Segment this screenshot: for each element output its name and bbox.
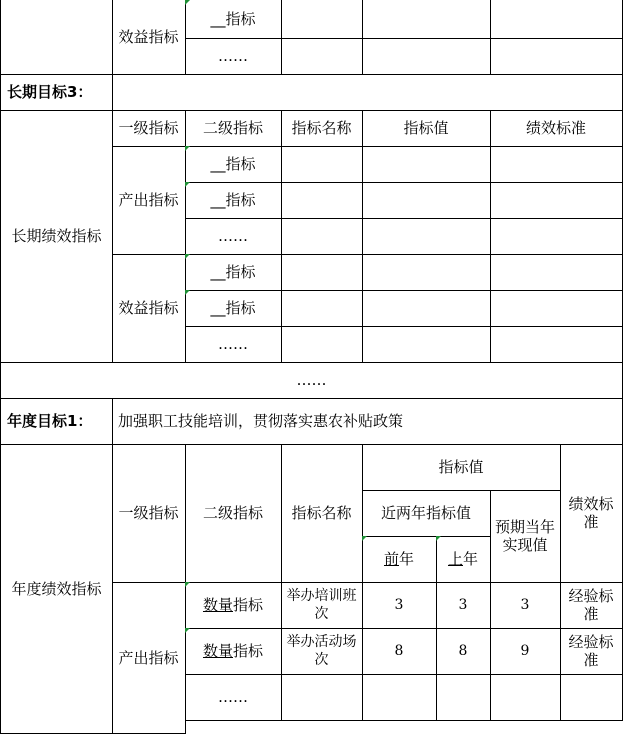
lt-output-row1-value	[362, 146, 491, 183]
lt-header-standard: 绩效标准	[490, 110, 623, 147]
lt-benefit-row3-value	[362, 326, 491, 363]
green-marker-icon	[185, 254, 190, 259]
green-marker-icon	[185, 628, 190, 633]
ellipsis-row: ……	[0, 362, 623, 399]
annual-goal-1-label: 年度目标1：	[0, 398, 113, 445]
an-header-recent-two: 近两年指标值	[362, 490, 491, 537]
green-marker-icon	[362, 536, 367, 541]
lt-header-level2: 二级指标	[185, 110, 282, 147]
top-row2-value	[362, 38, 491, 75]
lt-benefit-row1-standard	[490, 254, 623, 291]
an-header-level2: 二级指标	[185, 444, 282, 583]
lt-benefit-row2-name	[281, 290, 363, 327]
an-row1-last: 3	[436, 582, 491, 629]
lt-output-row3-standard	[490, 218, 623, 255]
an-row2-standard: 经验标准	[560, 628, 623, 675]
an-header-prev-year: 前 年	[362, 536, 437, 583]
lt-output-row2-standard	[490, 182, 623, 219]
lt-header-level1: 一级指标	[112, 110, 186, 147]
lt-output-row3-value	[362, 218, 491, 255]
lt-benefit-row1-name	[281, 254, 363, 291]
an-row1-l2: 数量 指标	[185, 582, 282, 629]
an-header-standard: 绩效标准	[560, 444, 623, 583]
lt-benefit-row2-value	[362, 290, 491, 327]
green-marker-icon	[185, 290, 190, 295]
an-row2-expected: 9	[490, 628, 561, 675]
green-marker-icon	[185, 582, 190, 587]
an-header-expected: 预期当年实现值	[490, 490, 561, 583]
lt-benefit-row3-name	[281, 326, 363, 363]
top-row1-l2: __指标	[185, 0, 282, 39]
an-row3-expected	[490, 674, 561, 721]
an-row1-expected: 3	[490, 582, 561, 629]
long-term-goal-3-content	[112, 74, 623, 111]
lt-output-row3-l2: ……	[185, 218, 282, 255]
an-header-name: 指标名称	[281, 444, 363, 583]
lt-header-name: 指标名称	[281, 110, 363, 147]
top-benefit-label: 效益指标	[112, 0, 186, 75]
an-row2-name: 举办活动场次	[281, 628, 363, 675]
an-header-value: 指标值	[362, 444, 561, 491]
annual-goal-1-content: 加强职工技能培训，贯彻落实惠农补贴政策	[112, 398, 623, 445]
an-header-last-year: 上 年	[436, 536, 491, 583]
top-row1-standard	[490, 0, 623, 39]
top-row2-standard	[490, 38, 623, 75]
an-row1-name: 举办培训班次	[281, 582, 363, 629]
an-row3-last	[436, 674, 491, 721]
lt-header-value: 指标值	[362, 110, 491, 147]
lt-benefit-row3-standard	[490, 326, 623, 363]
green-marker-icon	[185, 0, 190, 5]
top-row1-value	[362, 0, 491, 39]
long-term-goal-3-label: 长期目标3：	[0, 74, 113, 111]
lt-output-row3-name	[281, 218, 363, 255]
an-output-label: 产出指标	[112, 582, 186, 734]
top-merged-label-cell	[0, 0, 113, 75]
lt-output-row2-name	[281, 182, 363, 219]
annual-perf-label: 年度绩效指标	[0, 444, 113, 734]
lt-output-row1-l2: __指标	[185, 146, 282, 183]
green-marker-icon	[185, 146, 190, 151]
green-marker-icon	[436, 536, 441, 541]
an-row1-prev: 3	[362, 582, 437, 629]
an-row2-last: 8	[436, 628, 491, 675]
an-row2-l2: 数量 指标	[185, 628, 282, 675]
lt-output-row2-l2: __指标	[185, 182, 282, 219]
lt-benefit-row2-l2: __指标	[185, 290, 282, 327]
an-row3-name	[281, 674, 363, 721]
lt-output-row1-standard	[490, 146, 623, 183]
top-row1-name	[281, 0, 363, 39]
lt-benefit-label: 效益指标	[112, 254, 186, 363]
an-row2-prev: 8	[362, 628, 437, 675]
an-header-level1: 一级指标	[112, 444, 186, 583]
top-row2-name	[281, 38, 363, 75]
an-row3-standard	[560, 674, 623, 721]
lt-output-row1-name	[281, 146, 363, 183]
lt-benefit-row1-l2: __指标	[185, 254, 282, 291]
green-marker-icon	[185, 182, 190, 187]
lt-benefit-row3-l2: ……	[185, 326, 282, 363]
lt-output-label: 产出指标	[112, 146, 186, 255]
lt-benefit-row2-standard	[490, 290, 623, 327]
top-row2-l2: ……	[185, 38, 282, 75]
an-row3-l2: ……	[185, 674, 282, 721]
lt-benefit-row1-value	[362, 254, 491, 291]
an-row1-standard: 经验标准	[560, 582, 623, 629]
lt-output-row2-value	[362, 182, 491, 219]
long-term-perf-label: 长期绩效指标	[0, 110, 113, 363]
an-row3-prev	[362, 674, 437, 721]
